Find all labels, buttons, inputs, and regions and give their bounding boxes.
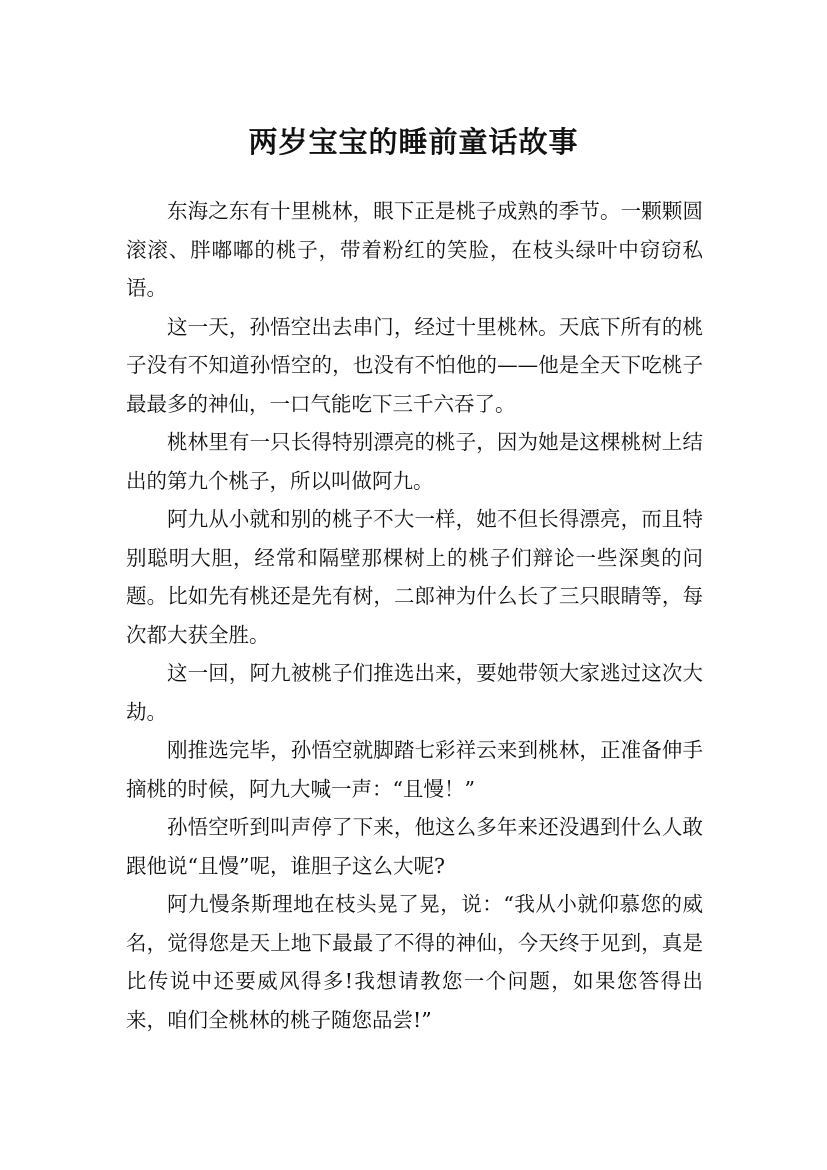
paragraph: 孙悟空听到叫声停了下来，他这么多年来还没遇到什么人敢跟他说“且慢”呢，谁胆子这么大呢?	[126, 815, 703, 878]
paragraph: 这一天，孙悟空出去串门，经过十里桃林。天底下所有的桃子没有不知道孙悟空的，也没有不怕他的——他是全天下吃桃子最最多的神仙，一口气能吃下三千六吞了。	[126, 314, 703, 416]
paragraph: 桃林里有一只长得特别漂亮的桃子，因为她是这棵桃树上结出的第九个桃子，所以叫做阿九。	[126, 430, 703, 493]
paragraph: 这一回，阿九被桃子们推选出来，要她带领大家逃过这次大劫。	[126, 661, 703, 724]
paragraph: 东海之东有十里桃林，眼下正是桃子成熟的季节。一颗颗圆滚滚、胖嘟嘟的桃子，带着粉红的笑脸，在枝头绿叶中窃窃私语。	[126, 199, 703, 300]
paragraph: 刚推选完毕，孙悟空就脚踏七彩祥云来到桃林，正准备伸手摘桃的时候，阿九大喊一声：“且慢！”	[126, 738, 703, 801]
document-title: 两岁宝宝的睡前童话故事	[248, 125, 579, 160]
paragraph: 阿九慢条斯理地在枝头晃了晃，说：“我从小就仰慕您的威名，觉得您是天上地下最最了不得的神仙，今天终于见到，真是比传说中还要威风得多!我想请教您一个问题，如果您答得出来，咱们全桃林的桃子随您品尝!”	[126, 892, 703, 1032]
paragraph: 阿九从小就和别的桃子不大一样，她不但长得漂亮，而且特别聪明大胆，经常和隔壁那棵树上的桃子们辩论一些深奥的问题。比如先有桃还是先有树，二郎神为什么长了三只眼睛等，每次都大获全胜。	[126, 507, 703, 647]
document-body	[126, 192, 703, 1039]
